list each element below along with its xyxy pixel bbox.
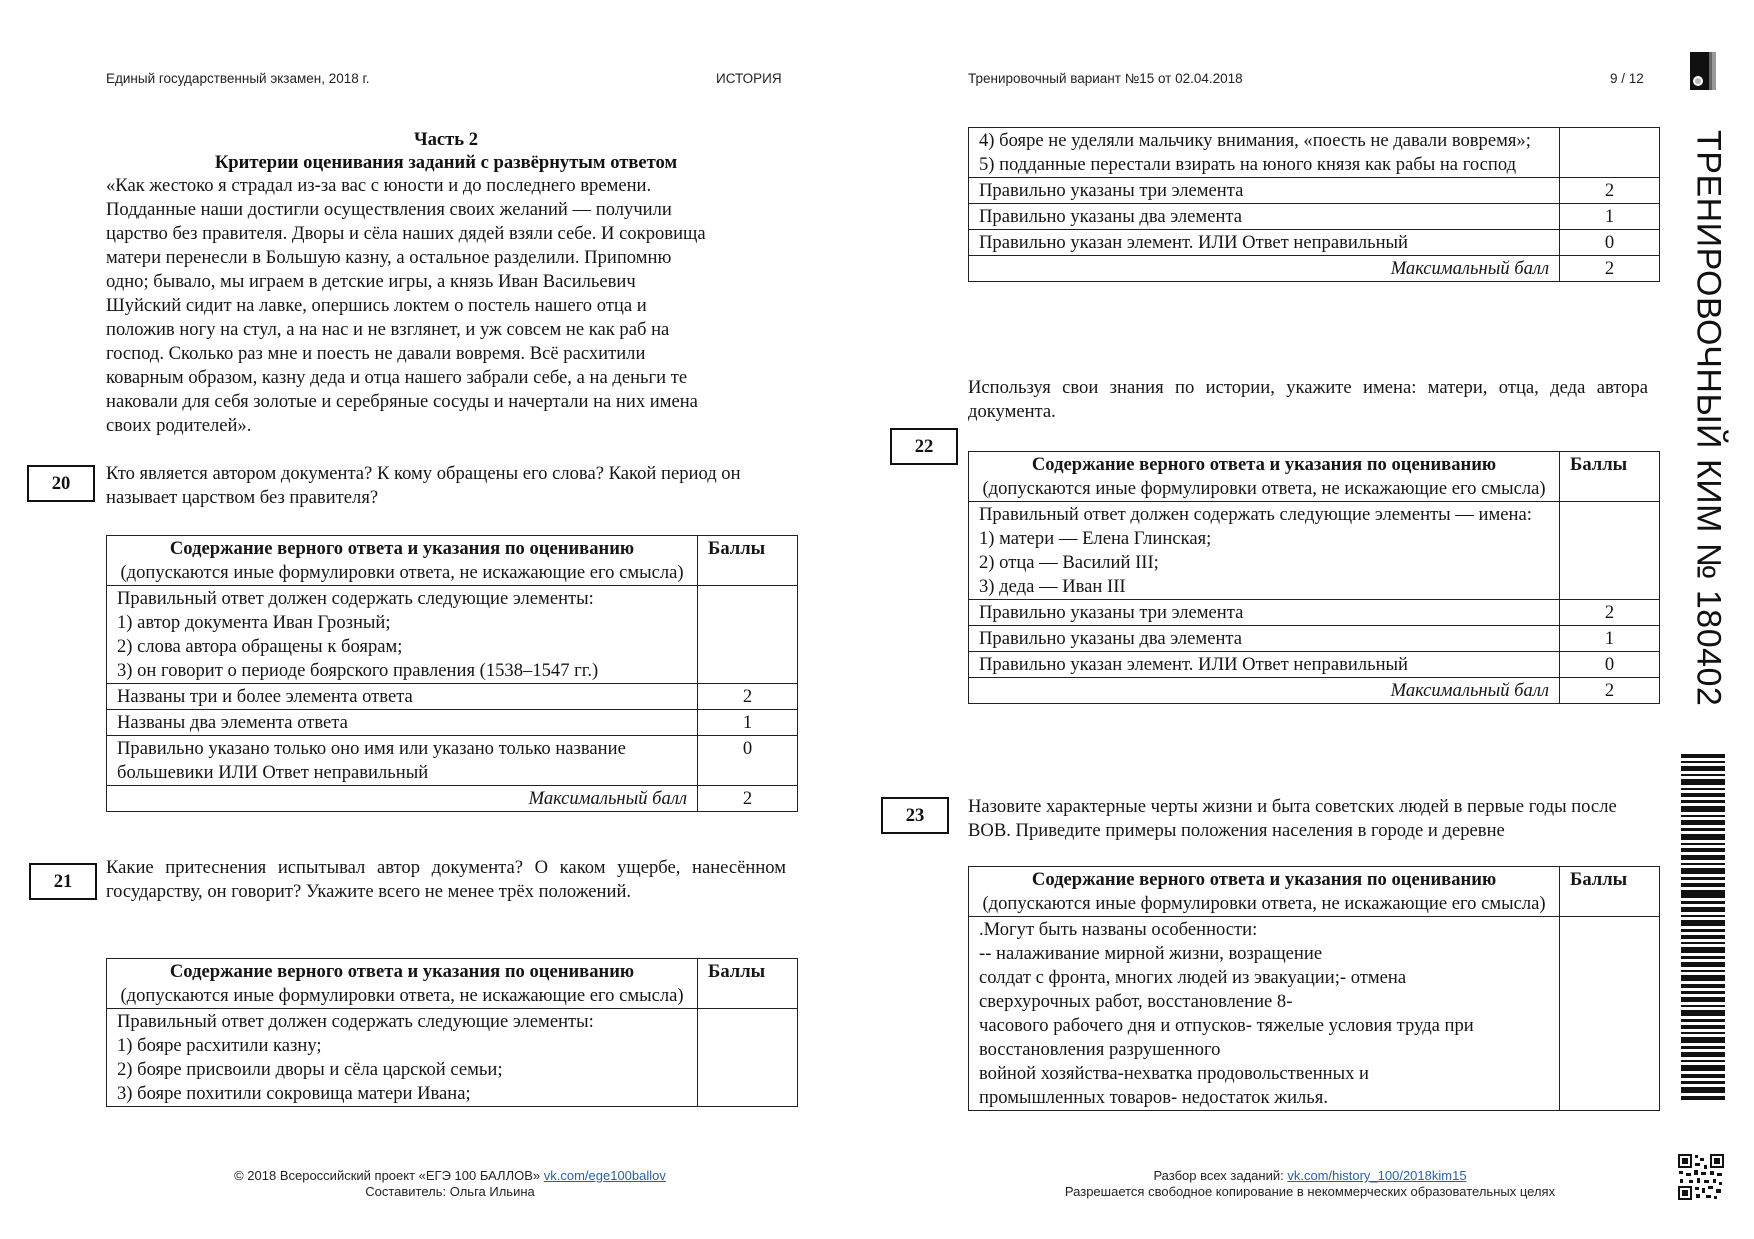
answer-line: Правильный ответ должен содержать следующие элементы: bbox=[117, 1011, 594, 1032]
passage-line: «Как жестоко я страдал из-за вас с юности и до последнего времени. bbox=[106, 175, 652, 196]
header-exam-title: Единый государственный экзамен, 2018 г. bbox=[106, 71, 370, 86]
footer-right bbox=[990, 1168, 1630, 1200]
barcode-icon bbox=[1681, 752, 1725, 1102]
answer-line: промышленных товаров- недостаток жилья. bbox=[979, 1087, 1328, 1108]
score-row bbox=[969, 204, 1660, 230]
table-header-row bbox=[969, 867, 1660, 917]
header-points: Баллы bbox=[708, 961, 766, 982]
score-criterion: Правильно указаны три элемента bbox=[969, 600, 1560, 626]
answer-line: 3) бояре похитили сокровища матери Ивана; bbox=[117, 1083, 471, 1104]
passage-line: господ. Сколько раз мне и поесть не давали вовремя. Всё расхитили bbox=[106, 343, 646, 364]
question-number-23: 23 bbox=[881, 797, 949, 834]
answer-line: 1) матери — Елена Глинская; bbox=[979, 528, 1212, 549]
score-points: 0 bbox=[1560, 230, 1660, 256]
answer-row bbox=[107, 586, 798, 684]
answer-row bbox=[969, 502, 1660, 600]
max-score-row bbox=[107, 786, 798, 812]
question-text-21: Какие притеснения испытывал автор документа? О каком ущербе, нанесённом государству, он говорит? Укажите всего не менее трёх положений. bbox=[106, 857, 786, 902]
part-title: Часть 2 bbox=[413, 129, 479, 150]
answer-line: 4) бояре не уделяли мальчику внимания, «поесть не давали вовремя»; bbox=[979, 130, 1531, 151]
criteria-table-23 bbox=[968, 866, 1660, 1111]
question-text-22: Используя свои знания по истории, укажите имена: матери, отца, деда автора документа. bbox=[968, 377, 1648, 422]
header-title: Содержание верного ответа и указания по оцениванию bbox=[169, 538, 635, 559]
passage-line: наковали для себя золотые и серебряные сосуды и начертали на них имена bbox=[106, 391, 698, 412]
header-points: Баллы bbox=[1570, 454, 1628, 475]
max-score-value: 2 bbox=[698, 786, 798, 812]
max-score-value: 2 bbox=[1560, 678, 1660, 704]
passage-line: Подданные наши достигли осуществления своих желаний — получили bbox=[106, 199, 672, 220]
score-criterion: Правильно указан элемент. ИЛИ Ответ неправильный bbox=[969, 230, 1560, 256]
answer-line: .Могут быть названы особенности: bbox=[979, 919, 1258, 940]
footer-analysis-link[interactable]: vk.com/history_100/2018kim15 bbox=[1287, 1168, 1467, 1183]
question-number-21: 21 bbox=[29, 863, 97, 900]
answer-line: 2) отца — Василий III; bbox=[979, 552, 1159, 573]
criteria-table-20 bbox=[106, 535, 798, 812]
qr-code-icon bbox=[1677, 1153, 1725, 1201]
header-subject: ИСТОРИЯ bbox=[716, 71, 782, 86]
score-criterion: Правильно указаны три элемента bbox=[969, 178, 1560, 204]
score-criterion: Правильно указан элемент. ИЛИ Ответ неправильный bbox=[969, 652, 1560, 678]
score-points: 1 bbox=[1560, 204, 1660, 230]
table-header-row bbox=[969, 452, 1660, 502]
question-number-22: 22 bbox=[890, 428, 958, 465]
score-points: 0 bbox=[1560, 652, 1660, 678]
part-subtitle: Критерии оценивания заданий с развёрнутым ответом bbox=[214, 152, 678, 173]
part-heading bbox=[106, 128, 786, 174]
answer-line: 5) подданные перестали взирать на юного князя как рабы на господ bbox=[979, 154, 1517, 175]
answer-row bbox=[969, 128, 1660, 178]
ege-logo-icon bbox=[1690, 52, 1718, 90]
max-score-label: Максимальный балл bbox=[969, 256, 1560, 282]
question-text-23: Назовите характерные черты жизни и быта советских людей в первые годы после ВОВ. Приведите примеры положения населения в городе и деревне bbox=[968, 796, 1617, 841]
header-note: (допускаются иные формулировки ответа, не искажающие его смысла) bbox=[982, 478, 1546, 499]
answer-line: солдат с фронта, многих людей из эвакуации;- отмена bbox=[979, 967, 1407, 988]
header-note: (допускаются иные формулировки ответа, не искажающие его смысла) bbox=[120, 985, 684, 1006]
answer-row bbox=[107, 1009, 798, 1107]
score-row bbox=[107, 684, 798, 710]
score-criterion: Названы два элемента ответа bbox=[107, 710, 698, 736]
passage-line: одно; бывало, мы играем в детские игры, а князь Иван Васильевич bbox=[106, 271, 636, 292]
footer-left bbox=[150, 1168, 750, 1200]
footer-analysis-label: Разбор всех заданий: bbox=[1153, 1168, 1288, 1183]
score-criterion: Правильно указано только оно имя или указано только название большевики ИЛИ Ответ неправильный bbox=[107, 736, 698, 786]
score-points: 2 bbox=[1560, 600, 1660, 626]
footer-project-link[interactable]: vk.com/ege100ballov bbox=[543, 1168, 666, 1183]
passage-line: коварным образом, казну деда и отца нашего забрали себе, а на деньги те bbox=[106, 367, 688, 388]
max-score-value: 2 bbox=[1560, 256, 1660, 282]
answer-line: 3) он говорит о периоде боярского правления (1538–1547 гг.) bbox=[117, 660, 599, 681]
max-score-row bbox=[969, 678, 1660, 704]
passage-line: положив ногу на стул, а на нас и не взглянет, и уж совсем не как раб на bbox=[106, 319, 670, 340]
criteria-table-22 bbox=[968, 451, 1660, 704]
table-header-row bbox=[107, 536, 798, 586]
score-criterion: Названы три и более элемента ответа bbox=[107, 684, 698, 710]
side-title-text: ТРЕНИРОВОЧНЫЙ КИМ № 180402 bbox=[1689, 130, 1728, 707]
score-row bbox=[969, 230, 1660, 256]
passage-line: своих родителей». bbox=[106, 415, 252, 436]
answer-line: часового рабочего дня и отпусков- тяжелые условия труда при bbox=[979, 1015, 1474, 1036]
header-points: Баллы bbox=[708, 538, 766, 559]
answer-line: войной хозяйства-нехватка продовольственных и bbox=[979, 1063, 1369, 1084]
answer-line: сверхурочных работ, восстановление 8- bbox=[979, 991, 1293, 1012]
question-number-20: 20 bbox=[27, 465, 95, 502]
header-title: Содержание верного ответа и указания по оцениванию bbox=[1031, 454, 1497, 475]
answer-line: восстановления разрушенного bbox=[979, 1039, 1221, 1060]
score-row bbox=[969, 626, 1660, 652]
answer-line: Правильный ответ должен содержать следующие элементы — имена: bbox=[979, 504, 1532, 525]
score-row bbox=[107, 736, 798, 786]
source-passage bbox=[106, 174, 796, 438]
header-title: Содержание верного ответа и указания по оцениванию bbox=[1031, 869, 1497, 890]
footer-license: Разрешается свободное копирование в некоммерческих образовательных целях bbox=[1064, 1184, 1556, 1199]
header-points: Баллы bbox=[1570, 869, 1628, 890]
header-note: (допускаются иные формулировки ответа, не искажающие его смысла) bbox=[982, 893, 1546, 914]
score-points: 2 bbox=[1560, 178, 1660, 204]
score-points: 2 bbox=[698, 684, 798, 710]
criteria-table-21-part2 bbox=[968, 127, 1660, 282]
table-header-row bbox=[107, 959, 798, 1009]
score-row bbox=[969, 652, 1660, 678]
answer-line: 1) бояре расхитили казну; bbox=[117, 1035, 322, 1056]
score-criterion: Правильно указаны два элемента bbox=[969, 204, 1560, 230]
passage-line: Шуйский сидит на лавке, опершись локтем о постель нашего отца и bbox=[106, 295, 647, 316]
score-row bbox=[969, 178, 1660, 204]
answer-line: 2) бояре присвоили дворы и сёла царской семьи; bbox=[117, 1059, 503, 1080]
answer-line: Правильный ответ должен содержать следующие элементы: bbox=[117, 588, 594, 609]
header-variant: Тренировочный вариант №15 от 02.04.2018 bbox=[968, 71, 1243, 86]
answer-row bbox=[969, 917, 1660, 1111]
question-text-20: Кто является автором документа? К кому обращены его слова? Какой период он называет царством без правителя? bbox=[106, 463, 741, 508]
score-points: 1 bbox=[698, 710, 798, 736]
score-points: 1 bbox=[1560, 626, 1660, 652]
criteria-table-21-part1 bbox=[106, 958, 798, 1107]
passage-line: матери перенесли в Большую казну, а остальное разделили. Припомню bbox=[106, 247, 672, 268]
answer-line: 2) слова автора обращены к боярам; bbox=[117, 636, 403, 657]
page-number: 9 / 12 bbox=[1610, 71, 1644, 86]
passage-line: царство без правителя. Дворы и сёла наших дядей взяли себе. И сокровища bbox=[106, 223, 706, 244]
side-title bbox=[1688, 130, 1728, 720]
score-row bbox=[107, 710, 798, 736]
max-score-label: Максимальный балл bbox=[969, 678, 1560, 704]
score-points: 0 bbox=[698, 736, 798, 786]
score-row bbox=[969, 600, 1660, 626]
max-score-row bbox=[969, 256, 1660, 282]
footer-author: Составитель: Ольга Ильина bbox=[365, 1184, 535, 1199]
header-note: (допускаются иные формулировки ответа, не искажающие его смысла) bbox=[120, 562, 684, 583]
answer-line: -- налаживание мирной жизни, возращение bbox=[979, 943, 1323, 964]
header-title: Содержание верного ответа и указания по оцениванию bbox=[169, 961, 635, 982]
answer-line: 3) деда — Иван III bbox=[979, 576, 1126, 597]
footer-copyright: © 2018 Всероссийский проект «ЕГЭ 100 БАЛЛОВ» bbox=[234, 1168, 544, 1183]
max-score-label: Максимальный балл bbox=[107, 786, 698, 812]
answer-line: 1) автор документа Иван Грозный; bbox=[117, 612, 391, 633]
score-criterion: Правильно указаны два элемента bbox=[969, 626, 1560, 652]
